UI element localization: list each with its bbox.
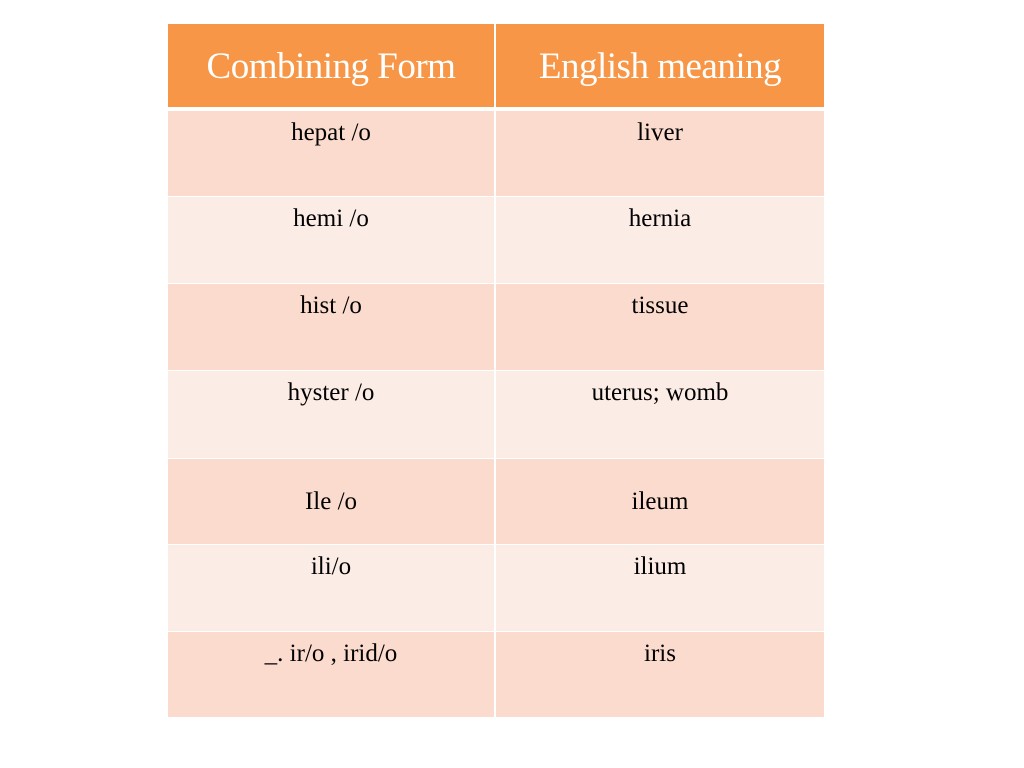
english-meaning-cell: liver — [496, 110, 824, 196]
table-row — [168, 110, 824, 196]
table-row — [168, 458, 824, 544]
header-english-meaning: English meaning — [496, 24, 824, 110]
english-meaning-cell: uterus; womb — [496, 370, 824, 458]
english-meaning-cell: ileum — [496, 458, 824, 544]
combining-form-cell: Ile /o — [168, 458, 496, 544]
table-row — [168, 196, 824, 283]
table-row — [168, 631, 824, 717]
combining-form-cell: hyster /o — [168, 370, 496, 458]
table-row — [168, 544, 824, 631]
combining-form-cell: hepat /o — [168, 110, 496, 196]
english-meaning-cell: iris — [496, 631, 824, 717]
combining-forms-table — [168, 24, 824, 717]
header-combining-form: Combining Form — [168, 24, 496, 110]
combining-form-cell: hemi /o — [168, 196, 496, 283]
english-meaning-cell: hernia — [496, 196, 824, 283]
combining-form-cell: hist /o — [168, 283, 496, 370]
table-row — [168, 283, 824, 370]
table-header-row — [168, 24, 824, 110]
english-meaning-cell: ilium — [496, 544, 824, 631]
table-row — [168, 370, 824, 458]
combining-form-cell: ili/o — [168, 544, 496, 631]
combining-form-cell: _. ir/o , irid/o — [168, 631, 496, 717]
english-meaning-cell: tissue — [496, 283, 824, 370]
